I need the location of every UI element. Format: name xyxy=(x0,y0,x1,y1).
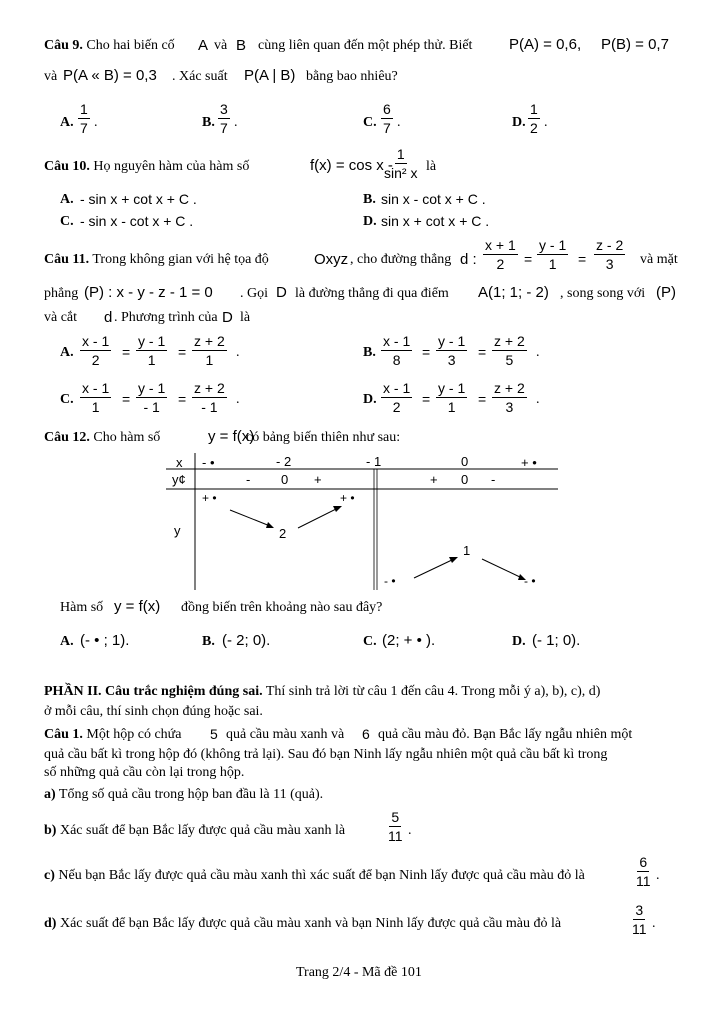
q11-point: A(1; 1; - 2) xyxy=(478,284,549,301)
q12-label: Câu 12. xyxy=(44,430,90,445)
q12-option-b-label: B. xyxy=(202,634,215,649)
table-y-1: + • xyxy=(202,491,217,505)
q9-pAgB: P(A | B) xyxy=(244,67,296,84)
q9-option-c-label: C. xyxy=(363,115,377,130)
q12-option-c-text: (2; + • ). xyxy=(382,632,436,649)
part2-c-label: c) xyxy=(44,868,55,883)
q9-option-a-label: A. xyxy=(60,115,74,130)
q10-option-c-label: C. xyxy=(60,214,74,229)
q12-option-d-text: (- 1; 0). xyxy=(532,632,581,649)
table-yp-3: + xyxy=(314,472,322,487)
q11-b-frac-3: $\frac{z + 2}{5}$ xyxy=(494,333,525,368)
q9-pAB: P(A « B) = 0,3 xyxy=(63,67,157,84)
q11-line2c: là đường thẳng đi qua điểm xyxy=(295,286,449,301)
q11-D2: D xyxy=(222,309,233,326)
table-y-3: + • xyxy=(340,491,355,505)
q9-option-d-frac: $\frac{1}{2}$ xyxy=(530,101,538,136)
q11-P: (P) xyxy=(656,284,676,301)
table-y-5: - • xyxy=(384,574,396,588)
table-y-6: - • xyxy=(524,574,536,588)
part2-q1-l1a: Một hộp có chứa xyxy=(86,727,182,742)
part2-d-text: Xác suất để bạn Bắc lấy được quả cầu màu xanh và bạn Ninh lấy được quả cầu màu đỏ là xyxy=(59,916,562,931)
q9-event-B: B xyxy=(236,37,247,54)
q11-d-frac-1: $\frac{x - 1}{2}$ xyxy=(383,380,411,415)
q11-label: Câu 11. xyxy=(44,252,90,267)
q9-text2: cùng liên quan đến một phép thử. Biết xyxy=(258,38,473,53)
part2-intro1: Thí sinh trả lời từ câu 1 đến câu 4. Trong mỗi ý a), b), c), d) xyxy=(265,684,601,699)
q9-option-b-frac: $\frac{3}{7}$ xyxy=(220,101,228,136)
q9-and: và xyxy=(214,38,228,53)
part2-d-label: d) xyxy=(44,916,57,931)
q10-option-d-text: sin x + cot x + C . xyxy=(381,213,490,229)
q10-option-d-label: D. xyxy=(363,214,377,229)
q11-c-frac-3: $\frac{z + 2}{- 1}$ xyxy=(194,380,225,415)
part2-q1-n6: 6 xyxy=(362,726,370,742)
q9-option-c-frac: $\frac{6}{7}$ xyxy=(383,101,391,136)
q10-option-b-label: B. xyxy=(363,192,376,207)
part2-c-text: Nếu bạn Bắc lấy được quả cầu màu xanh thì xác suất để bạn Ninh lấy được quả cầu màu đỏ là xyxy=(58,868,585,883)
table-x-5: + • xyxy=(521,455,537,470)
q10-option-a-text: - sin x + cot x + C . xyxy=(80,191,197,207)
q11-a-frac-2: $\frac{y - 1}{1}$ xyxy=(138,333,166,368)
q11-frac-3: $\frac{z - 2}{3}$ xyxy=(596,237,624,272)
q11-b-frac-2: $\frac{y - 1}{3}$ xyxy=(438,333,466,368)
table-x-2: - 2 xyxy=(276,454,292,469)
part2-c-frac: $\frac{6}{11}$ xyxy=(636,854,651,889)
table-yp-label: y¢ xyxy=(172,472,186,487)
q9-option-b-label: B. xyxy=(202,115,215,130)
table-y-4: 1 xyxy=(463,543,471,558)
q12-option-a-text: (- • ; 1). xyxy=(80,632,130,649)
part2-q1-l1c: quả cầu màu đỏ. Bạn Bắc lấy ngẫu nhiên một xyxy=(378,727,633,742)
part2-b-frac: $\frac{5}{11}$ xyxy=(388,809,403,844)
q10-text1: Họ nguyên hàm của hàm số xyxy=(93,159,250,174)
part2-q1-label: Câu 1. xyxy=(44,727,83,742)
q12-option-a-label: A. xyxy=(60,634,74,649)
q11-a-frac-3: $\frac{z + 2}{1}$ xyxy=(194,333,225,368)
part2-q1-l3: số những quả cầu còn lại trong hộp. xyxy=(44,765,245,780)
part2-b-text: Xác suất để bạn Bắc lấy được quả cầu màu xanh là xyxy=(59,823,346,838)
q11-option-c-label: C. xyxy=(60,392,74,407)
q11-text2: , cho đường thẳng xyxy=(350,252,452,267)
table-y-2: 2 xyxy=(279,526,287,541)
q11-text3: và mặt xyxy=(640,252,678,267)
q11-plane: (P) : x - y - z - 1 = 0 xyxy=(84,284,213,301)
q9-pA: P(A) = 0,6, xyxy=(509,36,582,53)
q11-line2a: phẳng xyxy=(44,286,79,301)
q11-text1: Trong không gian với hệ tọa độ xyxy=(92,252,269,267)
q10-frac: $\frac{1}{\text{sin² x}}$ xyxy=(384,146,418,181)
q10-option-b-text: sin x - cot x + C . xyxy=(381,191,486,207)
q10-option-c-text: - sin x - cot x + C . xyxy=(80,213,194,229)
part2-a-text: Tổng số quả cầu trong hộp ban đầu là 11 (quả). xyxy=(58,787,324,802)
q11-line3a: và cắt xyxy=(44,310,78,325)
table-x-3: - 1 xyxy=(366,454,382,469)
q11-c-frac-2: $\frac{y - 1}{- 1}$ xyxy=(138,380,166,415)
q9-text3: . Xác suất xyxy=(172,69,228,84)
q9-option-d-label: D. xyxy=(512,115,526,130)
table-y-label: y xyxy=(174,523,181,538)
part2-q1-l2: quả cầu bất kì trong hộp đó (không trả lại). Sau đó bạn Ninh lấy ngẫu nhiên một quả cầu bất kì trong xyxy=(44,747,608,762)
q12-option-b-text: (- 2; 0). xyxy=(222,632,271,649)
q12-qfunc: y = f(x) xyxy=(114,598,161,615)
table-x-label: x xyxy=(176,455,183,470)
q9-event-A: A xyxy=(198,37,209,54)
part2-intro2: ở mỗi câu, thí sinh chọn đúng hoặc sai. xyxy=(44,704,263,719)
part2-title: PHẦN II. Câu trắc nghiệm đúng sai. xyxy=(44,684,263,699)
q11-frac-2: $\frac{y - 1}{1}$ xyxy=(539,237,567,272)
table-x-1: - • xyxy=(202,455,215,470)
q9-text1: Cho hai biến cố xyxy=(86,38,175,53)
q11-option-b-label: B. xyxy=(363,345,376,360)
q11-d-frac-3: $\frac{z + 2}{3}$ xyxy=(494,380,525,415)
q11-d: d : xyxy=(460,251,477,268)
q11-oxyz: Oxyz xyxy=(314,251,349,268)
q11-b-frac-1: $\frac{x - 1}{8}$ xyxy=(383,333,411,368)
table-yp-2: 0 xyxy=(281,472,289,487)
q9-label: Câu 9. xyxy=(44,38,83,53)
table-yp-5: 0 xyxy=(461,472,469,487)
q12-question2: đồng biến trên khoảng nào sau đây? xyxy=(181,600,383,615)
table-yp-1: - xyxy=(246,472,251,487)
q11-line3b: . Phương trình của xyxy=(114,310,218,325)
q10-la: là xyxy=(426,159,437,174)
q11-dd: d xyxy=(104,309,113,326)
part2-q1-l1b: quả cầu màu xanh và xyxy=(226,727,345,742)
q11-line2d: , song song với xyxy=(560,286,646,301)
table-yp-4: + xyxy=(430,472,438,487)
q12-text1: Cho hàm số xyxy=(93,430,161,445)
q12-text2: có bảng biến thiên như sau: xyxy=(246,430,401,445)
q12-option-d-label: D. xyxy=(512,634,526,649)
q11-option-a-label: A. xyxy=(60,345,74,360)
table-x-4: 0 xyxy=(461,454,469,469)
part2-a-label: a) xyxy=(44,787,56,802)
q11-option-d-label: D. xyxy=(363,392,377,407)
table-yp-6: - xyxy=(491,472,496,487)
q10-fx: f(x) = cos x - xyxy=(310,157,393,174)
q11-line3c: là xyxy=(240,310,251,325)
q9-pB: P(B) = 0,7 xyxy=(601,36,669,53)
q10-label: Câu 10. xyxy=(44,159,90,174)
q10-option-a-label: A. xyxy=(60,192,74,207)
q9-text4: bằng bao nhiêu? xyxy=(306,69,398,84)
page-footer: Trang 2/4 - Mã đề 101 xyxy=(296,965,422,980)
part2-b-label: b) xyxy=(44,823,57,838)
q11-D: D xyxy=(276,284,287,301)
q9-va: và xyxy=(44,69,58,84)
q11-a-frac-1: $\frac{x - 1}{2}$ xyxy=(82,333,110,368)
q12-option-c-label: C. xyxy=(363,634,377,649)
q11-line2b: . Gọi xyxy=(240,286,268,301)
part2-q1-n5: 5 xyxy=(210,726,218,742)
q12-yfx: y = f(x) xyxy=(208,428,255,445)
part2-d-frac: $\frac{3}{11}$ xyxy=(632,902,647,937)
q11-frac-1: $\frac{x + 1}{2}$ xyxy=(485,237,516,272)
q11-d-frac-2: $\frac{y - 1}{1}$ xyxy=(438,380,466,415)
q12-question: Hàm số xyxy=(60,600,104,615)
q11-c-frac-1: $\frac{x - 1}{1}$ xyxy=(82,380,110,415)
q9-option-a-frac: $\frac{1}{7}$ xyxy=(80,101,88,136)
